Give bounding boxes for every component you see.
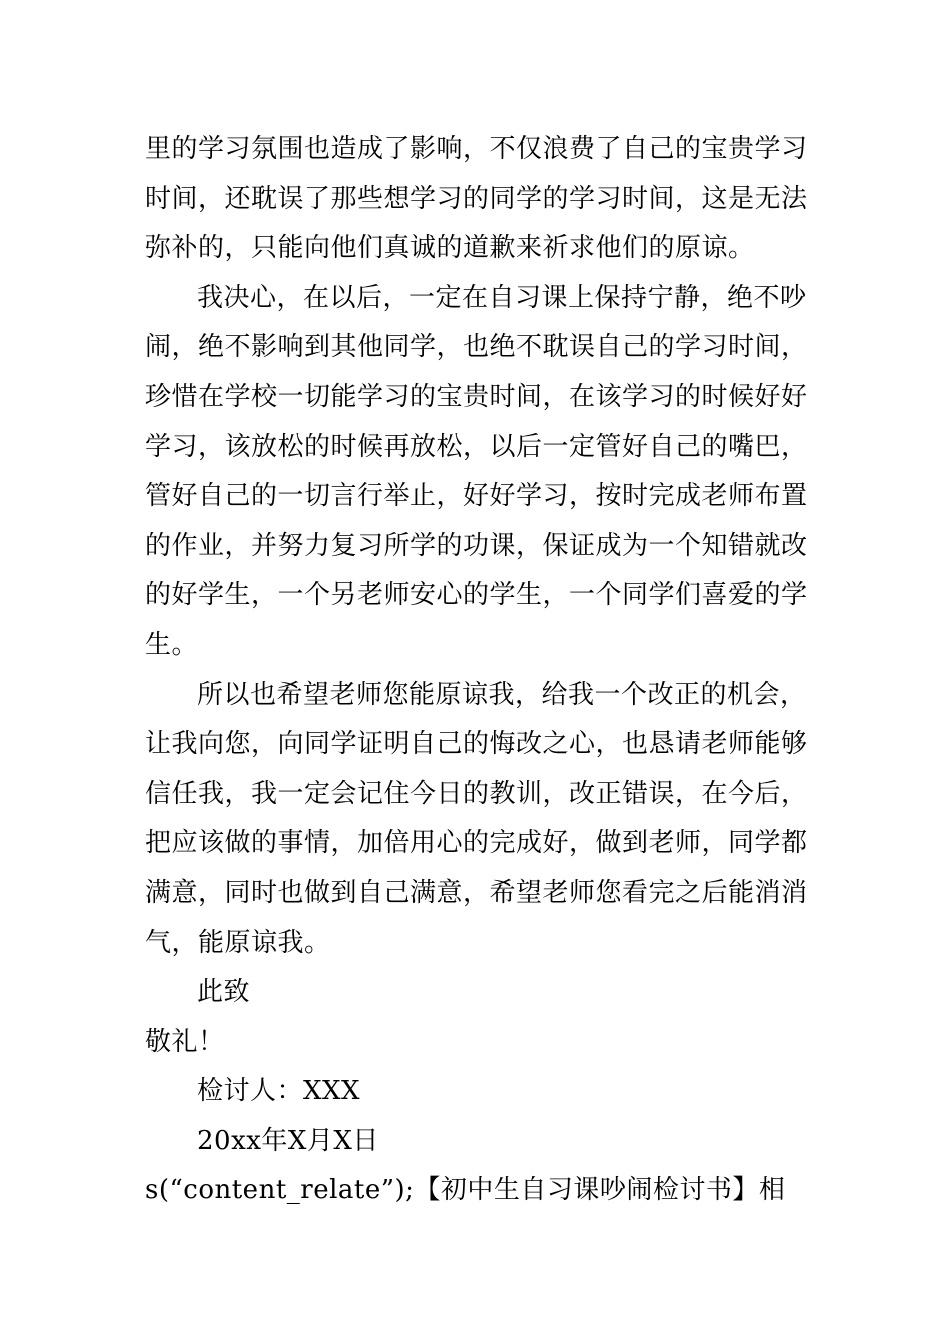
text-line: 弥补的，只能向他们真诚的道歉来祈求他们的原谅。 xyxy=(145,233,755,264)
related-content-line: s(“content_relate”);【初中生自习课吵闹检讨书】相 xyxy=(145,1175,786,1206)
text-line: 信任我，我一定会记住今日的教训，改正错误，在今后， xyxy=(145,778,808,809)
text-line: 闹，绝不影响到其他同学，也绝不耽误自己的学习时间， xyxy=(145,332,808,363)
paragraph-start-line: 所以也希望老师您能原谅我，给我一个改正的机会， xyxy=(197,679,807,710)
text-line: 气，能原谅我。 xyxy=(145,927,331,958)
paragraph-start-line: 我决心，在以后，一定在自习课上保持宁静，绝不吵 xyxy=(197,282,807,313)
text-line: 学习，该放松的时候再放松，以后一定管好自己的嘴巴， xyxy=(145,431,808,462)
text-line: 生。 xyxy=(145,629,199,660)
text-line: 里的学习氛围也造成了影响，不仅浪费了自己的宝贵学习 xyxy=(145,134,808,164)
closing-salutation: 此致 xyxy=(197,977,251,1008)
closing-regards: 敬礼！ xyxy=(145,1026,225,1057)
text-line: 珍惜在学校一切能学习的宝贵时间，在该学习的时候好好 xyxy=(145,381,808,412)
signature-line: 检讨人：XXX xyxy=(197,1076,361,1107)
document-body xyxy=(145,125,810,1216)
text-line: 让我向您，向同学证明自己的悔改之心，也恳请老师能够 xyxy=(145,729,808,760)
text-line: 把应该做的事情，加倍用心的完成好，做到老师，同学都 xyxy=(145,828,808,859)
text-line: 时间，还耽误了那些想学习的同学的学习时间，这是无法 xyxy=(145,183,808,214)
date-line: 20xx年X月X日 xyxy=(197,1125,379,1156)
text-line: 的作业，并努力复习所学的功课，保证成为一个知错就改 xyxy=(145,530,808,561)
text-line: 的好学生，一个另老师安心的学生，一个同学们喜爱的学 xyxy=(145,580,808,611)
text-line: 管好自己的一切言行举止，好好学习，按时完成老师布置 xyxy=(145,481,808,512)
text-line: 满意，同时也做到自己满意，希望老师您看完之后能消消 xyxy=(145,877,808,908)
